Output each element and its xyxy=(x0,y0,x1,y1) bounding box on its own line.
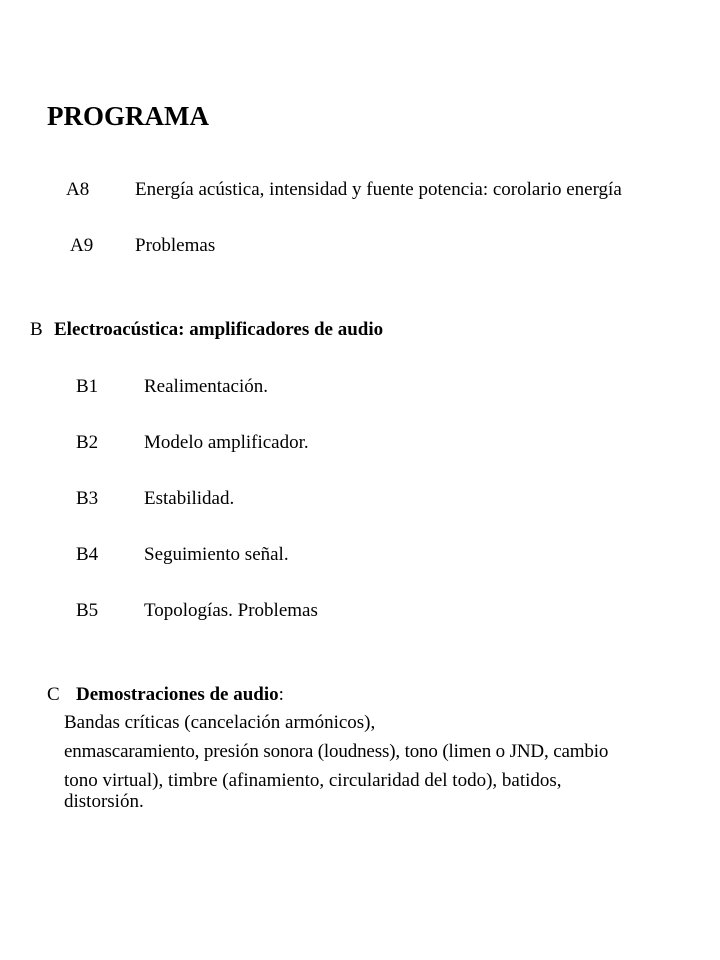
item-text-b5: Topologías. Problemas xyxy=(144,600,318,621)
item-code-b5: B5 xyxy=(76,600,99,621)
section-b-heading: Electroacústica: amplificadores de audio xyxy=(54,319,384,340)
item-code-b4: B4 xyxy=(76,544,99,565)
item-code-b3: B3 xyxy=(76,488,99,509)
paragraph-line-3: tono virtual), timbre (afinamiento, circularidad del todo), batidos, xyxy=(64,770,562,791)
paragraph-line-1: Bandas críticas (cancelación armónicos), xyxy=(64,712,376,733)
paragraph-line-4: distorsión. xyxy=(64,791,144,812)
item-text-b1: Realimentación. xyxy=(144,376,268,397)
section-c-colon: : xyxy=(278,684,284,705)
item-text-b3: Estabilidad. xyxy=(144,488,235,509)
paragraph-line-2: enmascaramiento, presión sonora (loudness), tono (limen o JND, cambio xyxy=(64,741,609,762)
item-text-b2: Modelo amplificador. xyxy=(144,432,309,453)
section-c-heading-line xyxy=(76,683,284,707)
item-code-b2: B2 xyxy=(76,432,99,453)
item-text-a9: Problemas xyxy=(135,235,216,256)
item-text-b4: Seguimiento señal. xyxy=(144,544,289,565)
item-code-a8: A8 xyxy=(66,179,90,200)
item-code-a9: A9 xyxy=(70,235,94,256)
section-c-letter: C xyxy=(47,684,60,705)
section-c-heading: Demostraciones de audio xyxy=(76,684,279,705)
item-code-b1: B1 xyxy=(76,376,99,397)
page-title: PROGRAMA xyxy=(47,101,209,131)
item-text-a8: Energía acústica, intensidad y fuente potencia: corolario energía xyxy=(135,179,622,200)
section-b-letter: B xyxy=(30,319,43,340)
